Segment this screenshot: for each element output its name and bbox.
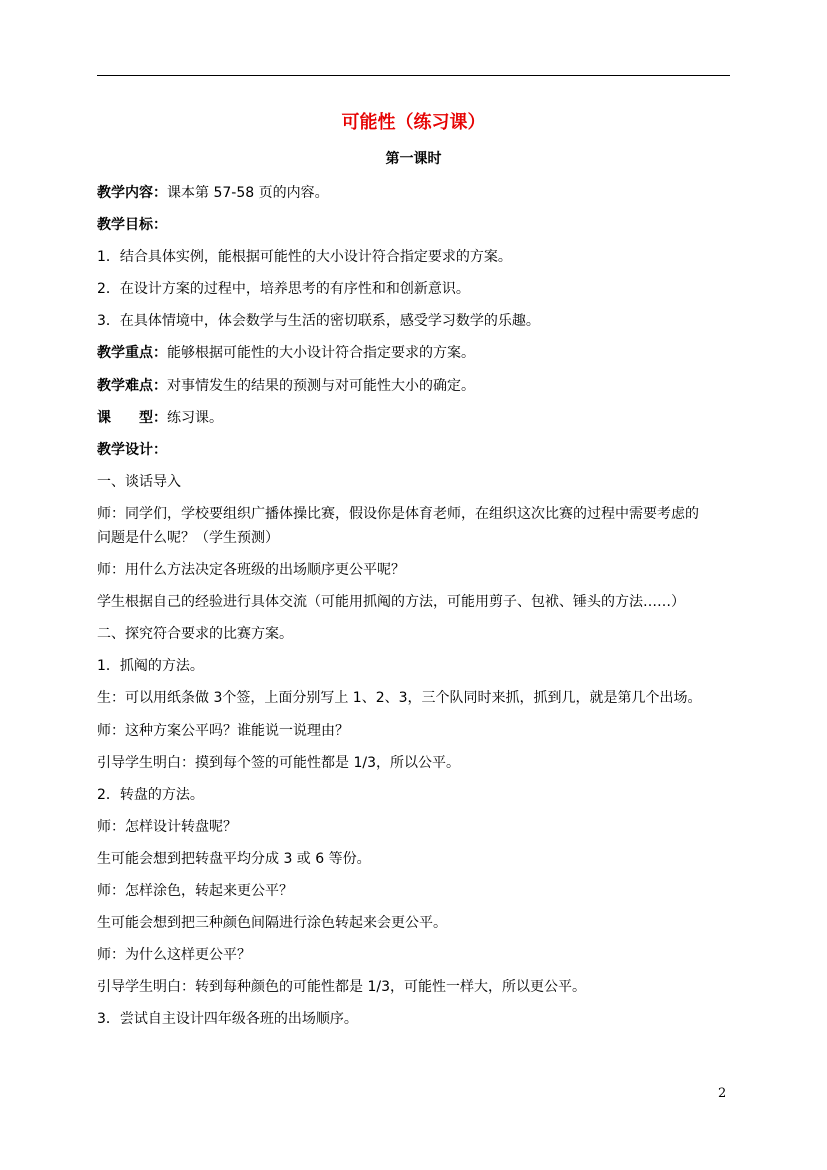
paragraph-teaching-content (97, 181, 737, 213)
paragraph-method-2: 2．转盘的方法。 (97, 786, 204, 803)
header-rule (97, 75, 730, 76)
paragraph-teacher-2: 师：用什么方法决定各班级的出场顺序更公平呢？ (97, 562, 405, 579)
text-lesson-type: 练习课。 (167, 409, 223, 426)
paragraph-method-1: 1．抓阄的方法。 (97, 658, 204, 675)
text-difficulty: 对事情发生的结果的预测与对可能性大小的确定。 (167, 377, 475, 394)
paragraph-teacher-3: 师：这种方案公平吗？谁能说一说理由？ (97, 722, 349, 739)
label-teaching-content: 教学内容： (97, 185, 167, 201)
paragraph-section-1: 一、谈话导入 (97, 473, 181, 490)
paragraph-teacher-1a: 师：同学们，学校要组织广播体操比赛，假设你是体育老师，在组织这次比赛的过程中需要考虑的 (97, 505, 699, 522)
paragraph-goal-3: 3．在具体情境中，体会数学与生活的密切联系，感受学习数学的乐趣。 (97, 313, 540, 330)
paragraph-goal-2: 2．在设计方案的过程中，培养思考的有序性和和创新意识。 (97, 281, 470, 298)
paragraph-teacher-6: 师：为什么这样更公平？ (97, 947, 251, 964)
paragraph-goal-1: 1．结合具体实例，能根据可能性的大小设计符合指定要求的方案。 (97, 249, 512, 266)
paragraph-student-1: 生：可以用纸条做 3个签，上面分别写上 1、2、3，三个队同时来抓，抓到几，就是第几个出场。 (97, 690, 702, 707)
paragraph-guide-1: 引导学生明白：摸到每个签的可能性都是 1/3，所以公平。 (97, 754, 460, 771)
paragraph-student-3: 生可能会想到把三种颜色间隔进行涂色转起来会更公平。 (97, 915, 447, 932)
paragraph-key-point (97, 341, 737, 373)
paragraph-teaching-design (97, 438, 737, 470)
paragraph-guide-2: 引导学生明白：转到每种颜色的可能性都是 1/3，可能性一样大，所以更公平。 (97, 979, 586, 996)
text-teaching-content: 课本第 57-58 页的内容。 (167, 185, 329, 201)
paragraph-difficulty (97, 374, 737, 406)
paragraph-teacher-1b: 问题是什么呢？（学生预测） (97, 529, 279, 546)
page-number: 2 (718, 1086, 727, 1101)
label-difficulty: 教学难点： (97, 377, 167, 394)
text-key-point: 能够根据可能性的大小设计符合指定要求的方案。 (167, 345, 475, 362)
paragraph-method-3: 3．尝试自主设计四年级各班的出场顺序。 (97, 1011, 358, 1028)
label-lesson-type-a: 课 (97, 409, 111, 426)
label-teaching-design: 教学设计： (97, 441, 167, 458)
document-subtitle: 第一课时 (385, 151, 442, 167)
label-teaching-goals: 教学目标： (97, 217, 167, 234)
paragraph-lesson-type (97, 406, 737, 438)
document-title: 可能性（练习课） (341, 112, 486, 133)
label-key-point: 教学重点： (97, 345, 167, 362)
paragraph-student-2: 生可能会想到把转盘平均分成 3 或 6 等份。 (97, 850, 371, 867)
label-lesson-type-b: 型： (139, 409, 167, 426)
paragraph-teacher-5: 师：怎样涂色，转起来更公平？ (97, 882, 293, 899)
paragraph-teacher-4: 师：怎样设计转盘呢？ (97, 818, 237, 835)
paragraph-section-2: 二、探究符合要求的比赛方案。 (97, 626, 293, 643)
paragraph-teaching-goals (97, 213, 737, 245)
paragraph-student-exchange: 学生根据自己的经验进行具体交流（可能用抓阄的方法，可能用剪子、包袱、锤头的方法……） (97, 594, 685, 611)
document-body (97, 181, 737, 1039)
